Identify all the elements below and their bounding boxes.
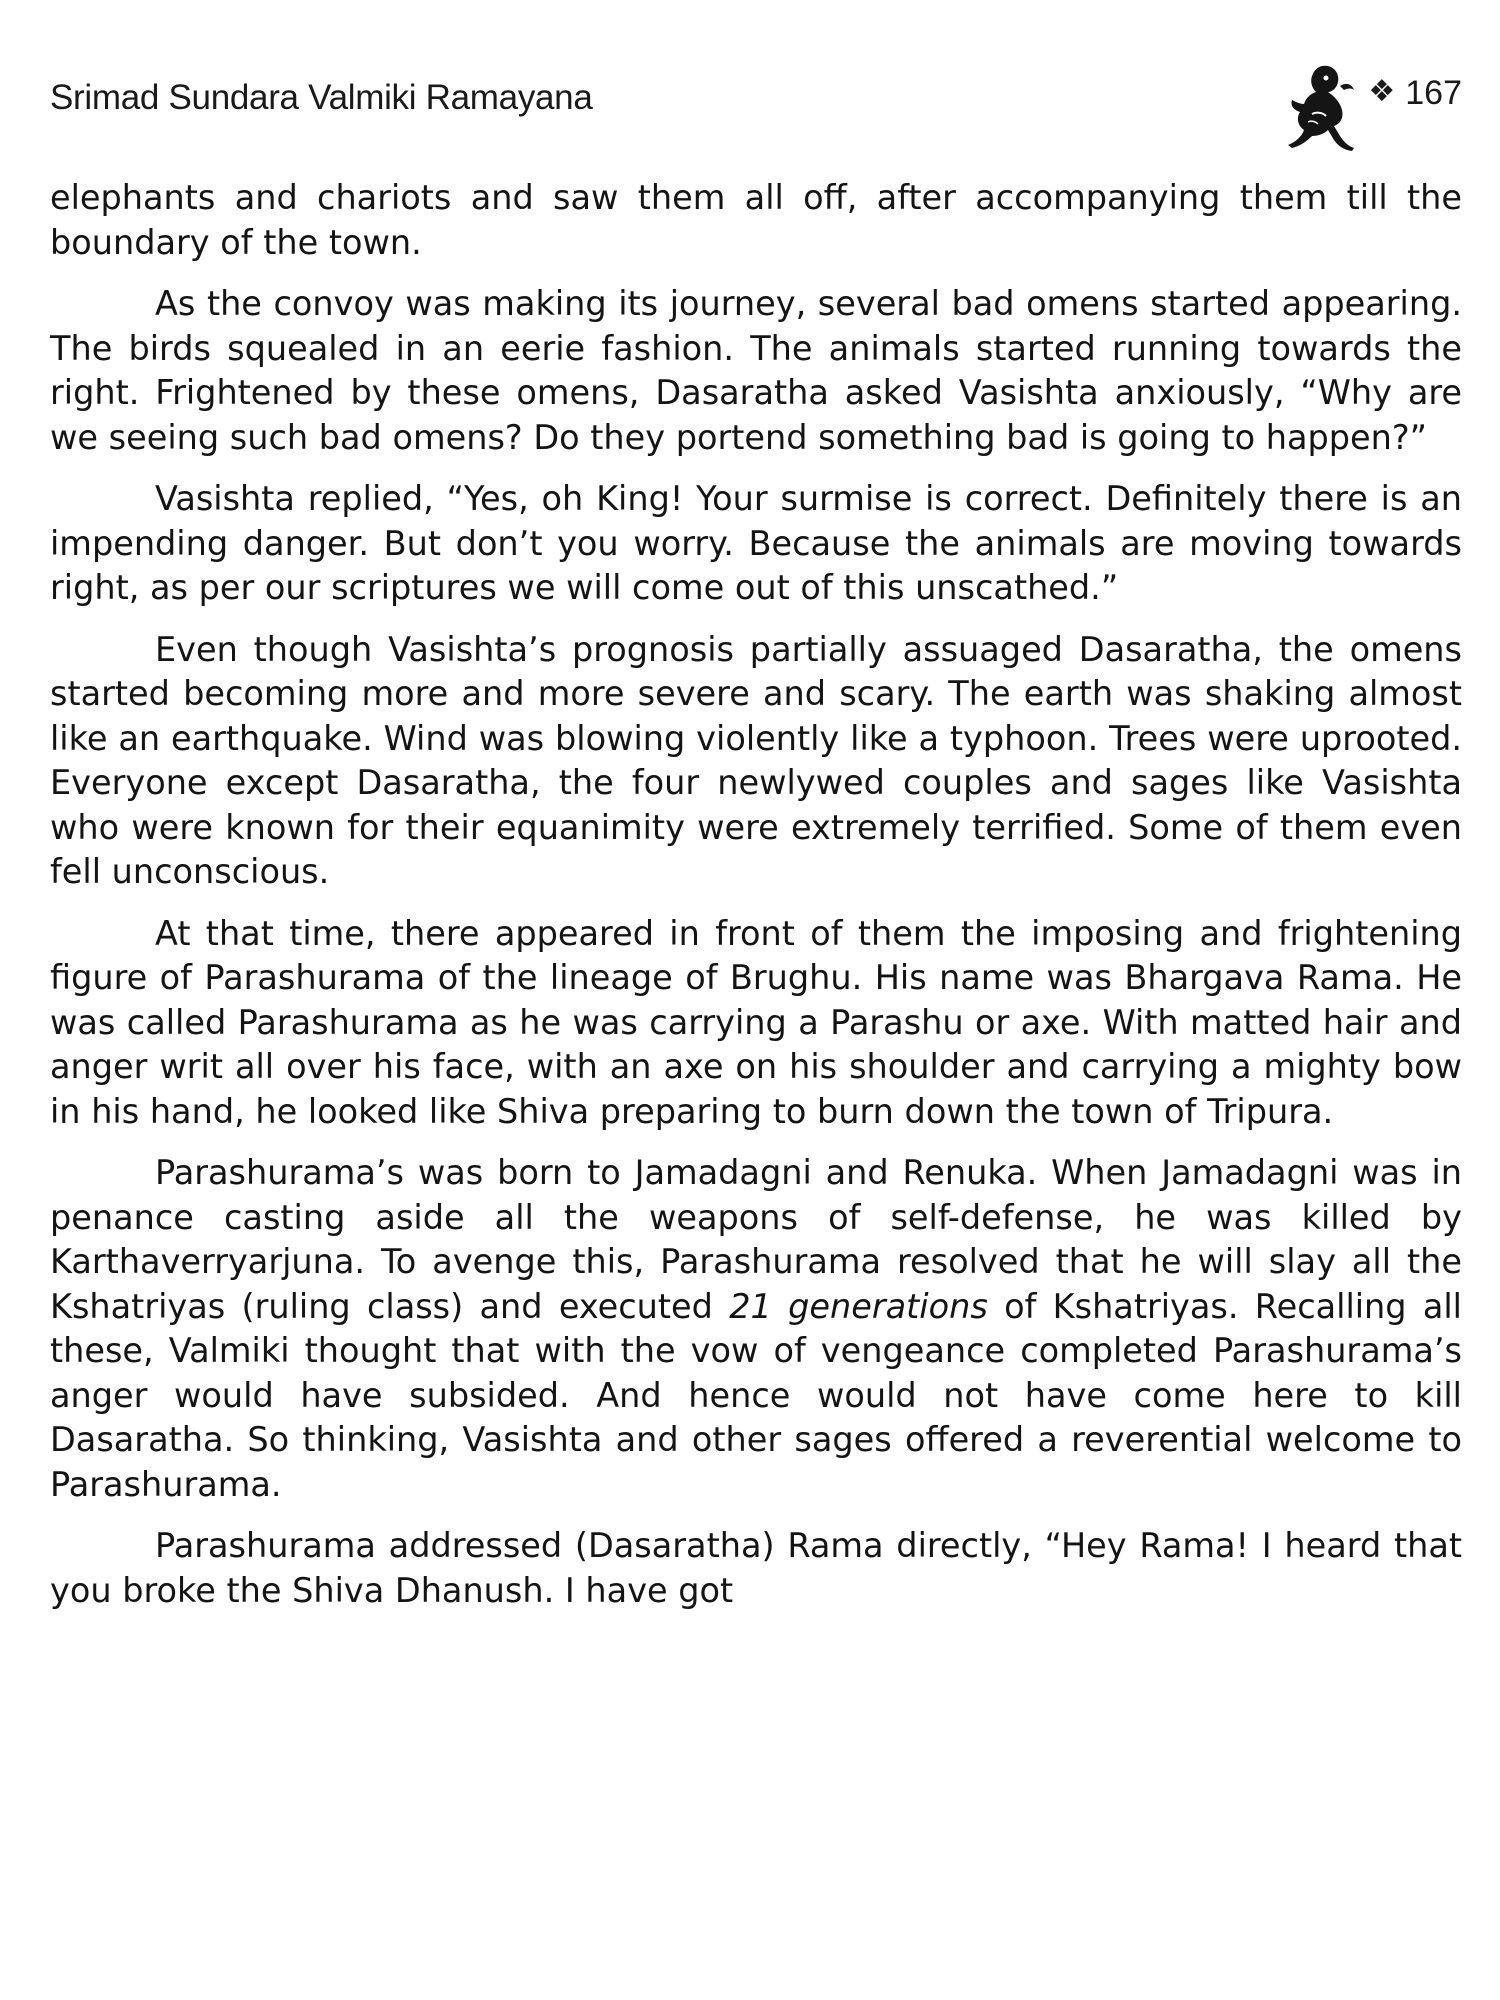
page-header-right: [1282, 62, 1462, 152]
running-head-title: Srimad Sundara Valmiki Ramayana: [50, 78, 593, 117]
body-text: [50, 176, 1462, 1630]
paragraph-parashurama-origin: [50, 1151, 1462, 1507]
separator-diamond-icon: ❖: [1368, 74, 1396, 109]
italic-phrase: 21 generations: [729, 1286, 988, 1326]
paragraph-parashurama-appears: At that time, there appeared in front of them the imposing and frightening figure of Parashurama of the lineage of Brughu. His name was Bhargava Rama. He was called Parashurama as he was carrying a Parashu or axe. With matted hair and anger writ all over his face, with an axe on his shoulder and carrying a mighty bow in his hand, he looked like Shiva preparing to burn down the town of Tripura.: [50, 913, 1462, 1131]
paragraph-continued: elephants and chariots and saw them all off, after accompanying them till the boundary of the town.: [50, 178, 1462, 262]
paragraph-text-end: of Kshatriyas. Recalling all these, Valmiki thought that with the vow of vengeance completed Parashurama’s anger would have subsided. And hence would not have come here to kill Dasaratha. So thinking, Vasishta and other sages offered a reverential welcome to Parashurama.: [50, 1286, 1462, 1504]
paragraph-bad-omens: As the convoy was making its journey, several bad omens started appearing. The birds squealed in an eerie fashion. The animals started running towards the right. Frightened by these omens, Dasaratha asked Vasishta anxiously, “Why are we seeing such bad omens? Do they portend something bad is going to happen?”: [50, 284, 1462, 457]
hanuman-figure-icon: [1282, 62, 1360, 152]
paragraph-parashurama-addresses: Parashurama addressed (Dasaratha) Rama directly, “Hey Rama! I heard that you broke the Shiva Dhanush. I have got: [50, 1526, 1462, 1610]
paragraph-severe-omens: Even though Vasishta’s prognosis partially assuaged Dasaratha, the omens started becoming more and more severe and scary. The earth was shaking almost like an earthquake. Wind was blowing violently like a typhoon. Trees were uprooted. Everyone except Dasaratha, the four newlywed couples and sages like Vasishta who were known for their equanimity were extremely terrified. Some of them even fell unconscious.: [50, 629, 1462, 891]
paragraph-vasishta-reply: Vasishta replied, “Yes, oh King! Your surmise is correct. Definitely there is an impending danger. But don’t you worry. Because the animals are moving towards right, as per our scriptures we will come out of this unscathed.”: [50, 479, 1462, 607]
page-number: 167: [1405, 74, 1462, 112]
paragraph-text-start: Parashurama’s was born to Jamadagni and Renuka. When Jamadagni was in penance casting aside all the weapons of self-defense, he was killed by Karthaverryarjuna. To avenge this, Parashurama resolved that he will slay all the Kshatriyas (ruling class) and executed: [50, 1153, 1462, 1326]
